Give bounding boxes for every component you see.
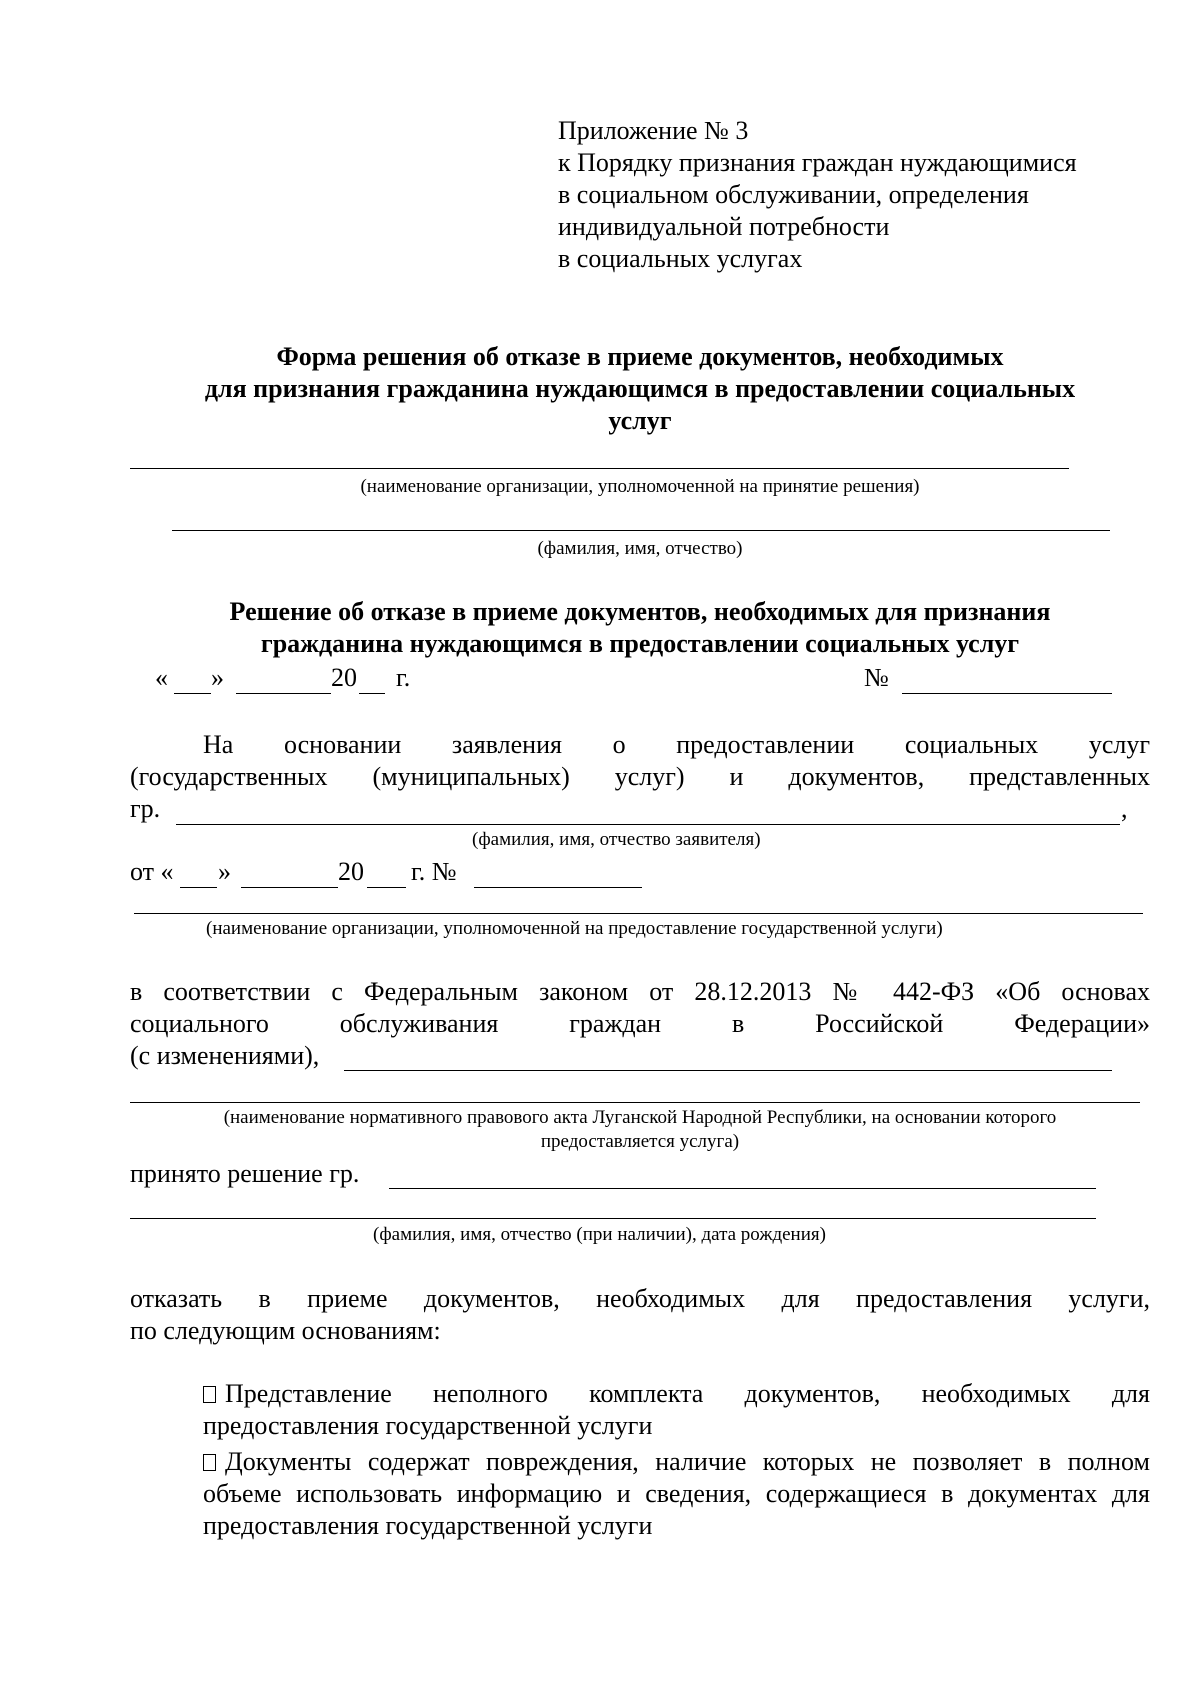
application-year-field[interactable] (367, 887, 406, 888)
service-org-caption: (наименование организации, уполномоченной на предоставление государственной услуги) (206, 918, 943, 939)
applicant-name-field[interactable] (176, 824, 1120, 825)
law-line: в соответствии с Федеральным законом от 28.12.2013 № 442-ФЗ «Об основах (130, 977, 1150, 1006)
application-number-field[interactable] (474, 887, 642, 888)
regional-act-caption: предоставляется услуга) (540, 1131, 740, 1152)
person-caption: (фамилия, имя, отчество (при наличии), дата рождения) (373, 1224, 826, 1245)
decided-person-field-2[interactable] (130, 1218, 1096, 1219)
form-title-line: услуг (608, 406, 672, 435)
year-field[interactable] (359, 693, 385, 694)
law-line: (с изменениями), (130, 1041, 320, 1070)
decision-title-line: гражданина нуждающимся в предоставлении социальных услуг (260, 629, 1020, 658)
form-title-line: Форма решения об отказе в приеме документов, необходимых (276, 342, 1004, 371)
decision-number-field[interactable] (902, 693, 1112, 694)
decided-person-field[interactable] (389, 1188, 1096, 1189)
basis-line: (государственных (муниципальных) услуг) и документов, представленных (130, 762, 1150, 791)
law-line: социального обслуживания граждан в Российской Федерации» (130, 1009, 1150, 1038)
reason-item (203, 1446, 1150, 1542)
year-prefix: 20 (331, 663, 357, 692)
month-field[interactable] (236, 693, 331, 694)
refusal-line: отказать в приеме документов, необходимых для предоставления услуги, (130, 1284, 1150, 1313)
reason-checkbox[interactable] (203, 1454, 216, 1471)
ot-close-quote: » (218, 857, 231, 886)
decision-prefix: принято решение гр. (130, 1159, 360, 1188)
appendix-line: в социальном обслуживании, определения (558, 180, 1029, 209)
reason-text: Документы содержат повреждения, наличие которых не позволяет в полном объеме использовать информацию и сведения, содержащиеся в документах для предоставления государственной услуги (203, 1447, 1150, 1540)
service-org-field[interactable] (134, 913, 1143, 914)
ot-year: 20 (338, 857, 364, 886)
regional-act-caption: (наименование нормативного правового акта Луганской Народной Республики, на основании которого (223, 1107, 1057, 1128)
number-sign: № (864, 663, 889, 692)
open-quote: « (155, 663, 168, 692)
appendix-line: Приложение № 3 (558, 116, 749, 145)
regional-act-field[interactable] (130, 1102, 1140, 1103)
ot-number-label: г. № (411, 857, 457, 886)
reason-text: Представление неполного комплекта документов, необходимых для предоставления государственной услуги (203, 1379, 1150, 1440)
application-day-field[interactable] (180, 887, 217, 888)
ot-prefix: от « (130, 857, 174, 886)
reason-checkbox[interactable] (203, 1386, 216, 1403)
form-title-line: для признания гражданина нуждающимся в предоставлении социальных (204, 374, 1076, 403)
day-field[interactable] (174, 693, 211, 694)
appendix-line: индивидуальной потребности (558, 212, 890, 241)
appendix-line: в социальных услугах (558, 244, 803, 273)
organization-field-line[interactable] (130, 468, 1069, 469)
close-quote: » (211, 663, 224, 692)
fio-field-line[interactable] (172, 530, 1110, 531)
applicant-caption: (фамилия, имя, отчество заявителя) (472, 829, 761, 850)
comma: , (1121, 794, 1128, 823)
reason-item (203, 1378, 1150, 1442)
fio-caption: (фамилия, имя, отчество) (537, 538, 743, 559)
refusal-line: по следующим основаниям: (130, 1316, 441, 1345)
year-suffix: г. (396, 663, 411, 692)
organization-caption: (наименование организации, уполномоченной на принятие решения) (360, 476, 920, 497)
basis-line: На основании заявления о предоставлении социальных услуг (203, 730, 1150, 759)
application-month-field[interactable] (241, 887, 338, 888)
decision-title-line: Решение об отказе в приеме документов, необходимых для признания (229, 597, 1051, 626)
appendix-line: к Порядку признания граждан нуждающимися (558, 148, 1077, 177)
gr-label: гр. (130, 794, 161, 823)
amendments-field[interactable] (344, 1070, 1112, 1071)
